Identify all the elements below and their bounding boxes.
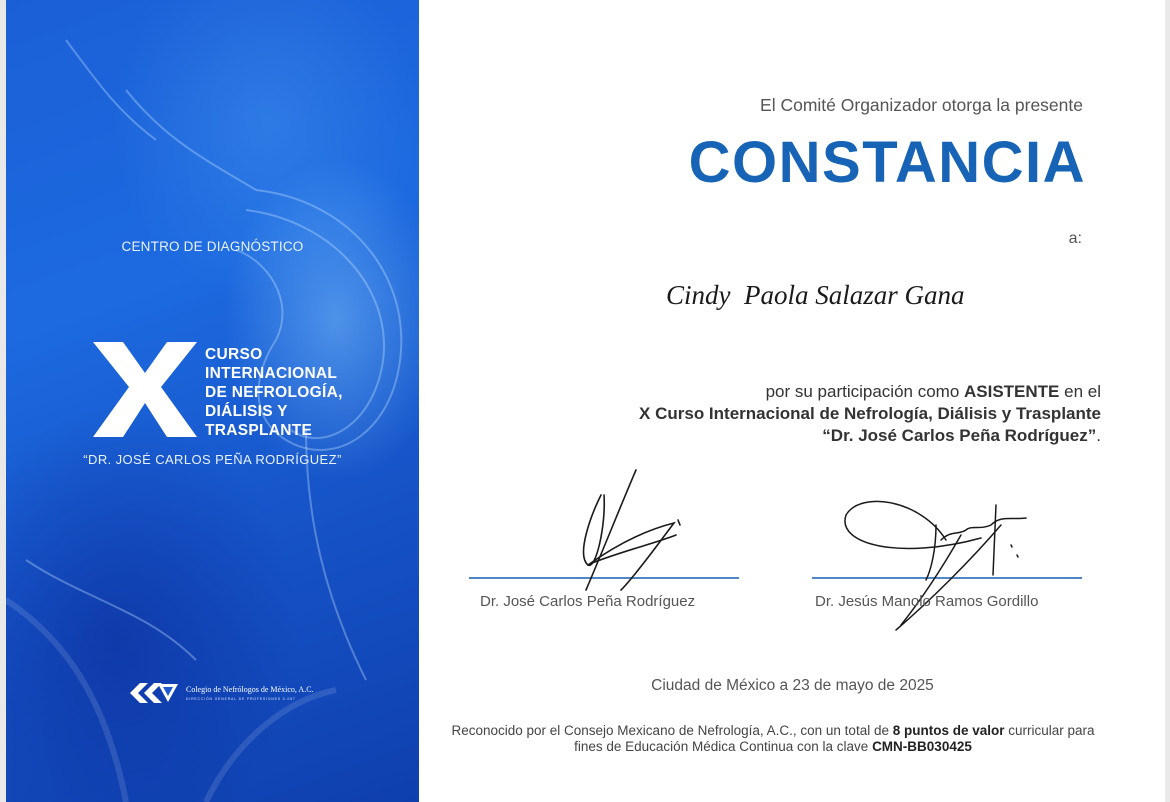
course-title-line: DE NEFROLOGÍA, — [205, 384, 343, 401]
participation-role: ASISTENTE — [964, 382, 1060, 401]
signatory-name-1: Dr. José Carlos Peña Rodríguez — [480, 593, 696, 610]
intro-text: El Comité Organizador otorga la presente — [760, 95, 1083, 115]
recognition-points: 8 puntos de valor — [892, 723, 1005, 738]
course-title-line: TRASPLANTE — [205, 422, 313, 439]
recognition-statement — [443, 723, 1103, 755]
colegio-name: Colegio de Nefrólogos de México, A.C. — [186, 685, 314, 694]
honoree-name: “DR. JOSÉ CARLOS PEÑA RODRÍGUEZ” — [83, 452, 342, 467]
participation-statement — [481, 381, 1101, 447]
edition-numeral-x — [90, 330, 200, 445]
certificate-page — [6, 0, 1165, 802]
recognition-text-1: Reconocido por el Consejo Mexicano de Nefrología, A.C., con un total de — [451, 723, 893, 738]
signatory-name-2: Dr. Jesús Manolo Ramos Gordillo — [815, 593, 1039, 610]
colegio-subtitle: DIRECCIÓN GENERAL DE PROFESIONES 3-057 — [186, 697, 296, 701]
honoree-line: “Dr. José Carlos Peña Rodríguez” — [822, 426, 1097, 445]
to-label: a: — [1068, 230, 1082, 247]
signature-1 — [566, 465, 696, 605]
course-name: X Curso Internacional de Nefrología, Diálisis y Trasplante — [639, 404, 1101, 423]
center-label: CENTRO DE DIAGNÓSTICO — [121, 239, 304, 254]
signature-2 — [841, 490, 1041, 640]
honoree-line-end: . — [1096, 426, 1101, 445]
left-blue-panel — [6, 0, 419, 802]
course-title — [205, 345, 343, 440]
course-title-line: INTERNACIONAL — [205, 365, 338, 382]
certificate-title: CONSTANCIA — [688, 130, 1086, 195]
recognition-code: CMN-BB030425 — [872, 739, 972, 754]
city-date: Ciudad de México a 23 de mayo de 2025 — [651, 677, 934, 694]
colegio-logo-icon — [128, 680, 182, 706]
course-title-line: DIÁLISIS Y — [205, 403, 288, 420]
participation-prefix: por su participación como — [765, 382, 964, 401]
recognition-text-2: curricular para fines de Educación Médica Continua con la clave — [574, 723, 1095, 754]
participation-suffix: en el — [1059, 382, 1101, 401]
course-title-line: CURSO — [205, 346, 263, 363]
recipient-name: Cindy Paola Salazar Gana — [666, 280, 965, 310]
